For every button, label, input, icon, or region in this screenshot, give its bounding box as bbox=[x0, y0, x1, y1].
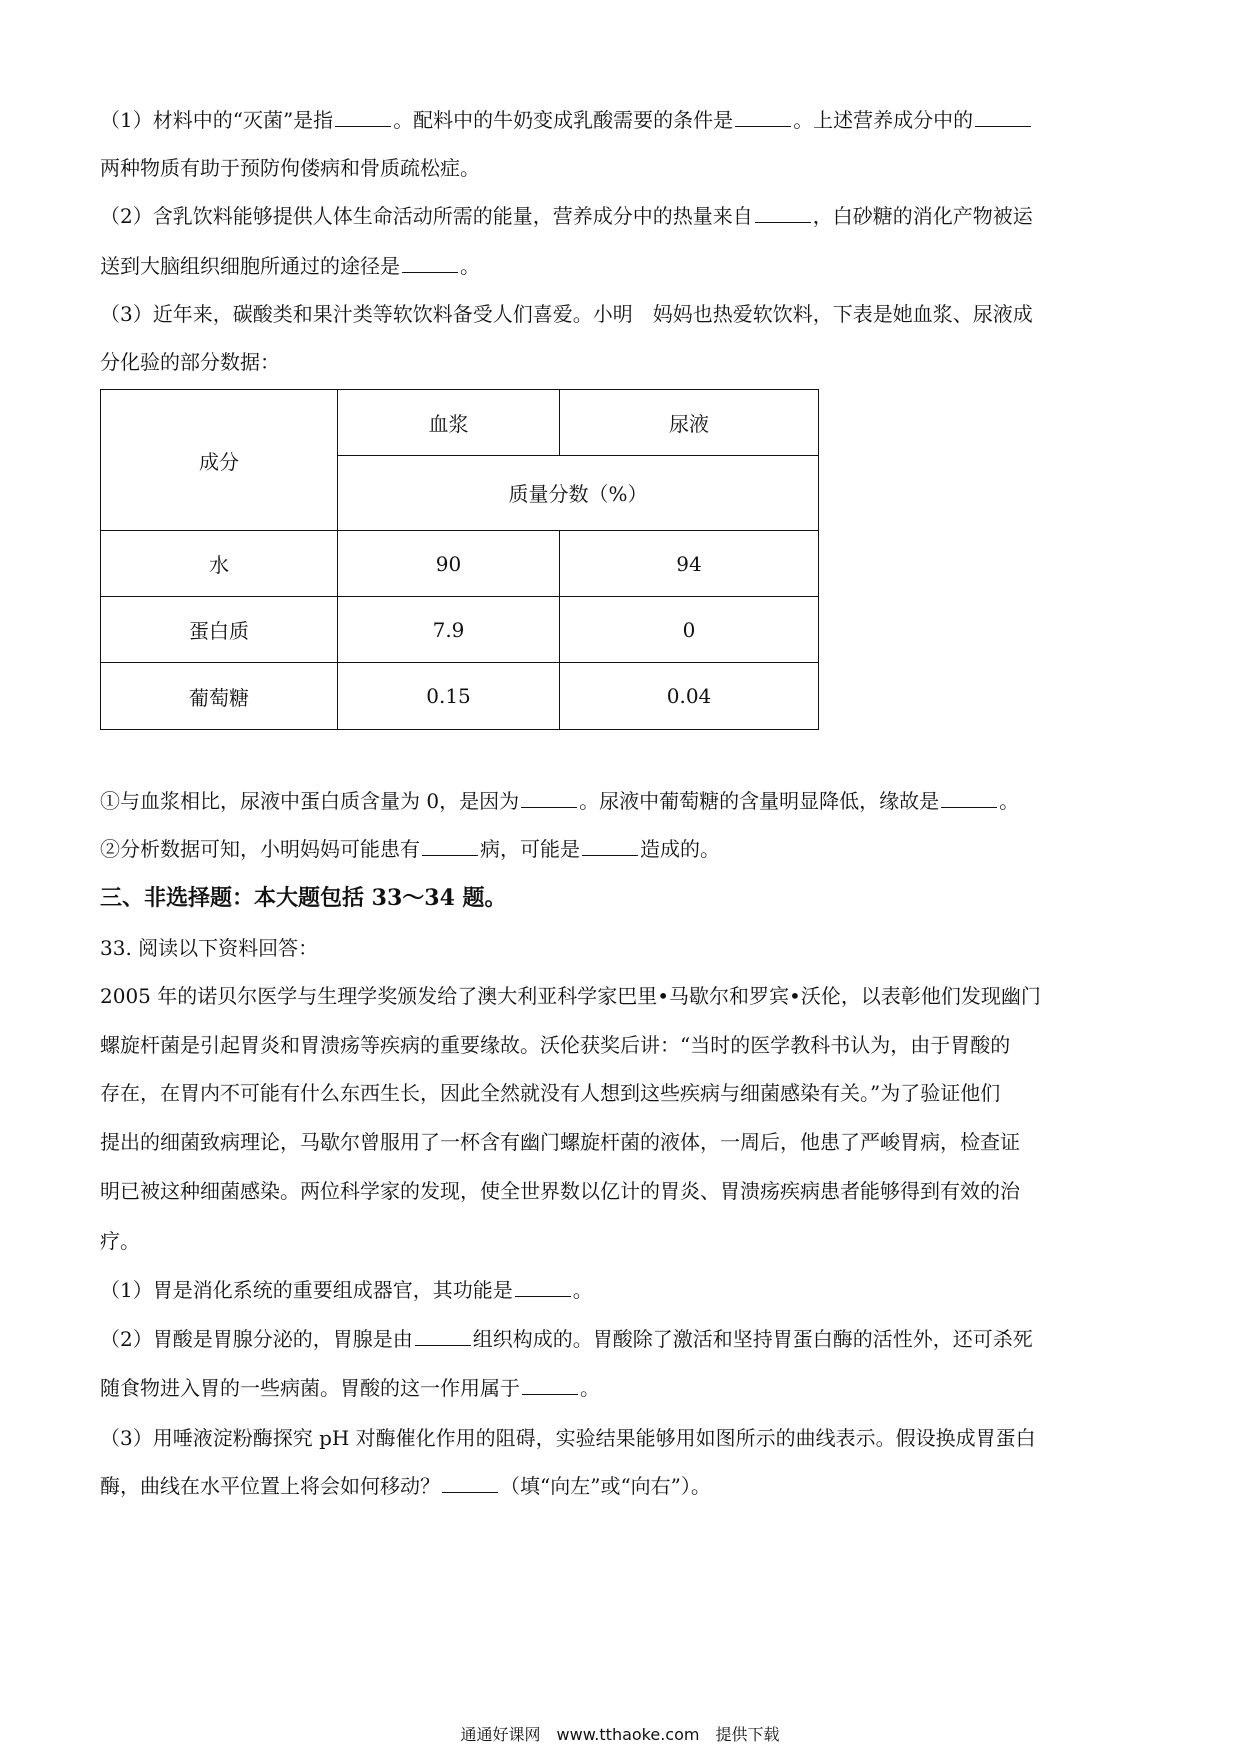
text: 。 bbox=[460, 254, 480, 278]
q33-passage-line: 明已被这种细菌感染。两位科学家的发现，使全世界数以亿计的胃炎、胃溃疡疾病患者能够得到有效的治 bbox=[100, 1179, 1020, 1203]
q32-part3-line1 bbox=[100, 299, 1140, 329]
q33-part3-line1 bbox=[100, 1423, 1140, 1453]
q33-passage-line: 螺旋杆菌是引起胃炎和胃溃疡等疾病的重要缘故。沃伦获奖后讲：“当时的医学教科书认为，由于胃酸的 bbox=[100, 1033, 1011, 1057]
q33-part2-line1 bbox=[100, 1324, 1140, 1354]
cell-name: 蛋白质 bbox=[101, 596, 338, 663]
header-plasma: 血浆 bbox=[338, 390, 560, 456]
q33-part3-line2 bbox=[100, 1471, 1140, 1501]
text: 。上述营养成分中的 bbox=[793, 108, 974, 132]
text: ，白砂糖的消化产物被运 bbox=[812, 204, 1033, 228]
text: （2）胃酸是胃腺分泌的，胃腺是由 bbox=[100, 1327, 413, 1351]
page-footer: 通通好课网 www.tthaoke.com 提供下载 bbox=[460, 1725, 780, 1744]
answer-blank[interactable] bbox=[755, 204, 811, 223]
text: （2）含乳饮料能够提供人体生命活动所需的能量，营养成分中的热量来自 bbox=[100, 204, 753, 228]
header-component: 成分 bbox=[101, 390, 338, 531]
text: （填“向左”或“向右”）。 bbox=[500, 1474, 711, 1498]
q32-part2-line2 bbox=[100, 251, 1140, 281]
answer-blank[interactable] bbox=[735, 108, 791, 127]
text: 分化验的部分数据： bbox=[100, 350, 280, 374]
answer-blank[interactable] bbox=[415, 1327, 471, 1346]
q33-passage-line: 2005 年的诺贝尔医学与生理学奖颁发给了澳大利亚科学家巴里•马歇尔和罗宾•沃伦，以表彰他们发现幽门 bbox=[100, 984, 1041, 1008]
cell-plasma: 0.15 bbox=[338, 663, 560, 730]
answer-blank[interactable] bbox=[335, 108, 391, 127]
q32-part1-line1 bbox=[100, 105, 1140, 135]
text: 。配料中的牛奶变成乳酸需要的条件是 bbox=[393, 108, 734, 132]
cell-plasma: 90 bbox=[338, 531, 560, 597]
q33-part1-line bbox=[100, 1275, 1140, 1305]
q32-part1-line2 bbox=[100, 153, 1140, 183]
text: 随食物进入胃的一些病菌。胃酸的这一作用属于 bbox=[100, 1376, 520, 1400]
q33-passage-line: 提出的细菌致病理论，马歇尔曾服用了一杯含有幽门螺旋杆菌的液体，一周后，他患了严峻胃病，检查证 bbox=[100, 1130, 1020, 1154]
answer-blank[interactable] bbox=[582, 837, 638, 856]
header-urine: 尿液 bbox=[560, 390, 819, 456]
section-heading: 三、非选择题：本大题包括 33～34 题。 bbox=[100, 885, 507, 911]
text: （3）近年来，碳酸类和果汁类等软饮料备受人们喜爱。小明 妈妈也热爱软饮料，下表是她血浆、尿液成 bbox=[100, 302, 1033, 326]
text: （1）胃是消化系统的重要组成器官，其功能是 bbox=[100, 1278, 513, 1302]
cell-urine: 94 bbox=[560, 531, 819, 597]
text: 。尿液中葡萄糖的含量明显降低，缘故是 bbox=[579, 789, 940, 813]
answer-blank[interactable] bbox=[521, 789, 577, 808]
text: 。 bbox=[999, 789, 1020, 813]
q33-intro: 33. 阅读以下资料回答： bbox=[100, 936, 319, 960]
table-row bbox=[101, 663, 819, 730]
text: 。 bbox=[572, 1278, 593, 1302]
text: 组织构成的。胃酸除了激活和坚持胃蛋白酶的活性外，还可杀死 bbox=[472, 1327, 1033, 1351]
cell-urine: 0 bbox=[560, 596, 819, 663]
cell-name: 葡萄糖 bbox=[101, 663, 338, 730]
answer-blank[interactable] bbox=[422, 837, 478, 856]
text: 送到大脑组织细胞所通过的途径是 bbox=[100, 254, 400, 278]
cell-name: 水 bbox=[101, 531, 338, 597]
answer-blank[interactable] bbox=[442, 1474, 498, 1493]
cell-urine: 0.04 bbox=[560, 663, 819, 730]
text: 造成的。 bbox=[640, 837, 720, 861]
text: 病，可能是 bbox=[480, 837, 580, 861]
text: ①与血浆相比，尿液中蛋白质含量为 0，是因为 bbox=[100, 789, 520, 813]
q33-passage-line: 疗。 bbox=[100, 1229, 140, 1253]
answer-blank[interactable] bbox=[522, 1376, 578, 1395]
q33-part2-line2 bbox=[100, 1373, 1140, 1403]
text: （3）用唾液淀粉酶探究 pH 对酶催化作用的阻碍，实验结果能够用如图所示的曲线表示。假设换成胃蛋白 bbox=[100, 1426, 1036, 1450]
table-row bbox=[101, 596, 819, 663]
q32-sub1-line bbox=[100, 786, 1140, 816]
header-unit: 质量分数（%） bbox=[338, 455, 819, 531]
answer-blank[interactable] bbox=[515, 1278, 571, 1297]
text: （1）材料中的“灭菌”是指 bbox=[100, 108, 334, 132]
text: 。 bbox=[580, 1376, 600, 1400]
answer-blank[interactable] bbox=[402, 254, 458, 273]
q33-passage-line: 存在，在胃内不可能有什么东西生长，因此全然就没有人想到这些疾病与细菌感染有关。”为了验证他们 bbox=[100, 1081, 1001, 1105]
answer-blank[interactable] bbox=[941, 789, 997, 808]
cell-plasma: 7.9 bbox=[338, 596, 560, 663]
q32-part2-line1 bbox=[100, 201, 1140, 231]
q32-sub2-line bbox=[100, 834, 1140, 864]
text: 酶，曲线在水平位置上将会如何移动？ bbox=[100, 1474, 440, 1498]
blood-urine-table bbox=[100, 389, 819, 730]
text: 两种物质有助于预防佝偻病和骨质疏松症。 bbox=[100, 156, 480, 180]
answer-blank[interactable] bbox=[975, 108, 1031, 127]
table-row bbox=[101, 531, 819, 597]
text: ②分析数据可知，小明妈妈可能患有 bbox=[100, 837, 420, 861]
q32-part3-line2 bbox=[100, 347, 1140, 377]
